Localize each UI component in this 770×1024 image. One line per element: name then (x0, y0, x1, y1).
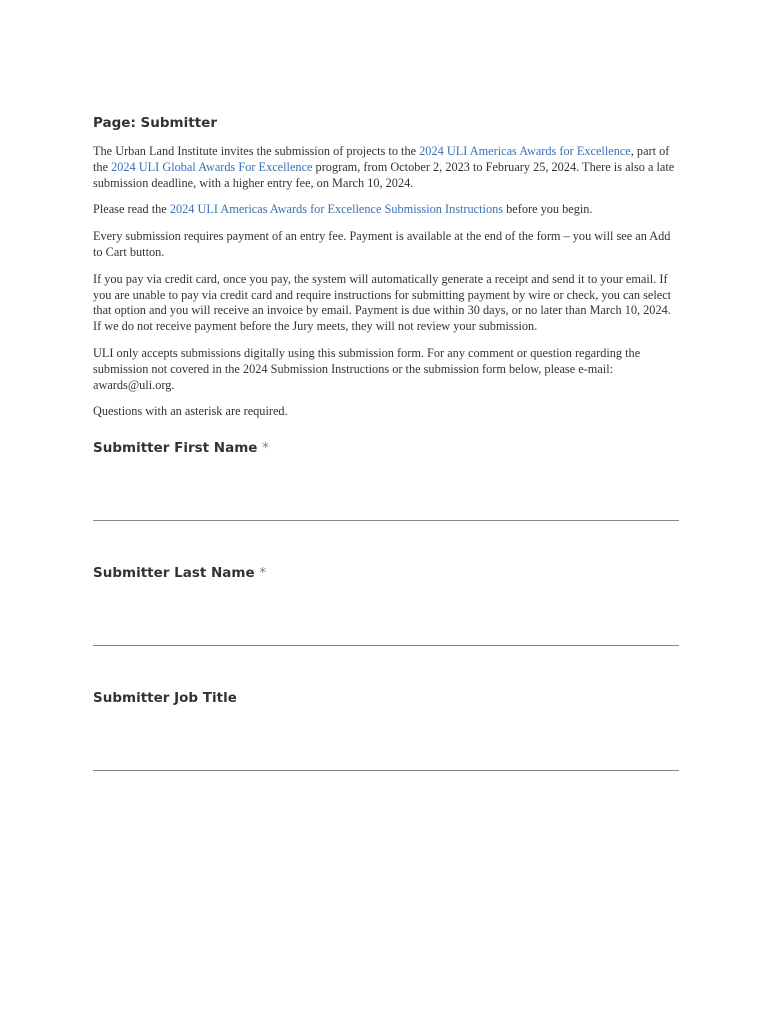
question-last-name (93, 563, 679, 646)
intro-paragraph-5: ULI only accepts submissions digitally using this submission form. For any comment or question regarding the submission not covered in the 2024 Submission Instructions or the submission form below, please e-mail: awards@uli.org. (93, 345, 641, 392)
intro-text: The Urban Land Institute invites the submission of projects to the (93, 144, 420, 158)
question-label-text: Submitter Job Title (93, 690, 237, 707)
required-note: Questions with an asterisk are required. (93, 404, 288, 419)
required-asterisk: * (259, 565, 267, 582)
intro-paragraph-1 (93, 144, 679, 191)
intro-paragraph-4: If you pay via credit card, once you pay, the system will automatically generate a receipt and send it to your email. If you are unable to pay via credit card and require instructions for submitting payment by wire or check, you can select that option and you will receive an invoice by email. Payment is due within 30 days, or no later than March 10, 2024. If we do not receive payment before the Jury meets, they will not review your submission. (93, 271, 672, 334)
last-name-input[interactable] (93, 623, 679, 645)
intro-text: , part of the (93, 144, 670, 174)
question-label (93, 563, 679, 583)
question-job-title (93, 688, 679, 771)
first-name-input[interactable] (93, 498, 679, 520)
question-label (93, 688, 679, 708)
submitter-page (93, 113, 679, 771)
page-title: Page: Submitter (93, 115, 217, 131)
required-asterisk: * (262, 440, 269, 457)
global-awards-link[interactable]: 2024 ULI Global Awards For Excellence (111, 159, 313, 174)
answer-underline (93, 770, 679, 771)
intro-text: program, from October 2, 2023 to February 25, 2024. There is also a late submission deadline, with a higher entry fee, on March 10, 2024. (93, 159, 675, 190)
question-label (93, 438, 679, 458)
intro-paragraph-2 (93, 202, 679, 218)
question-first-name (93, 438, 679, 521)
americas-awards-link[interactable]: 2024 ULI Americas Awards for Excellence (419, 144, 631, 158)
question-label-text: Submitter Last Name (93, 565, 255, 582)
intro-text: before you begin. (503, 202, 593, 217)
submission-instructions-link[interactable]: 2024 ULI Americas Awards for Excellence Submission Instructions (169, 202, 504, 217)
intro-paragraph-3: Every submission requires payment of an entry fee. Payment is available at the end of the form – you will see an Add to Cart button. (93, 229, 671, 259)
job-title-input[interactable] (93, 748, 679, 770)
intro-text: Please read the (93, 202, 170, 217)
question-label-text: Submitter First Name (93, 440, 258, 457)
